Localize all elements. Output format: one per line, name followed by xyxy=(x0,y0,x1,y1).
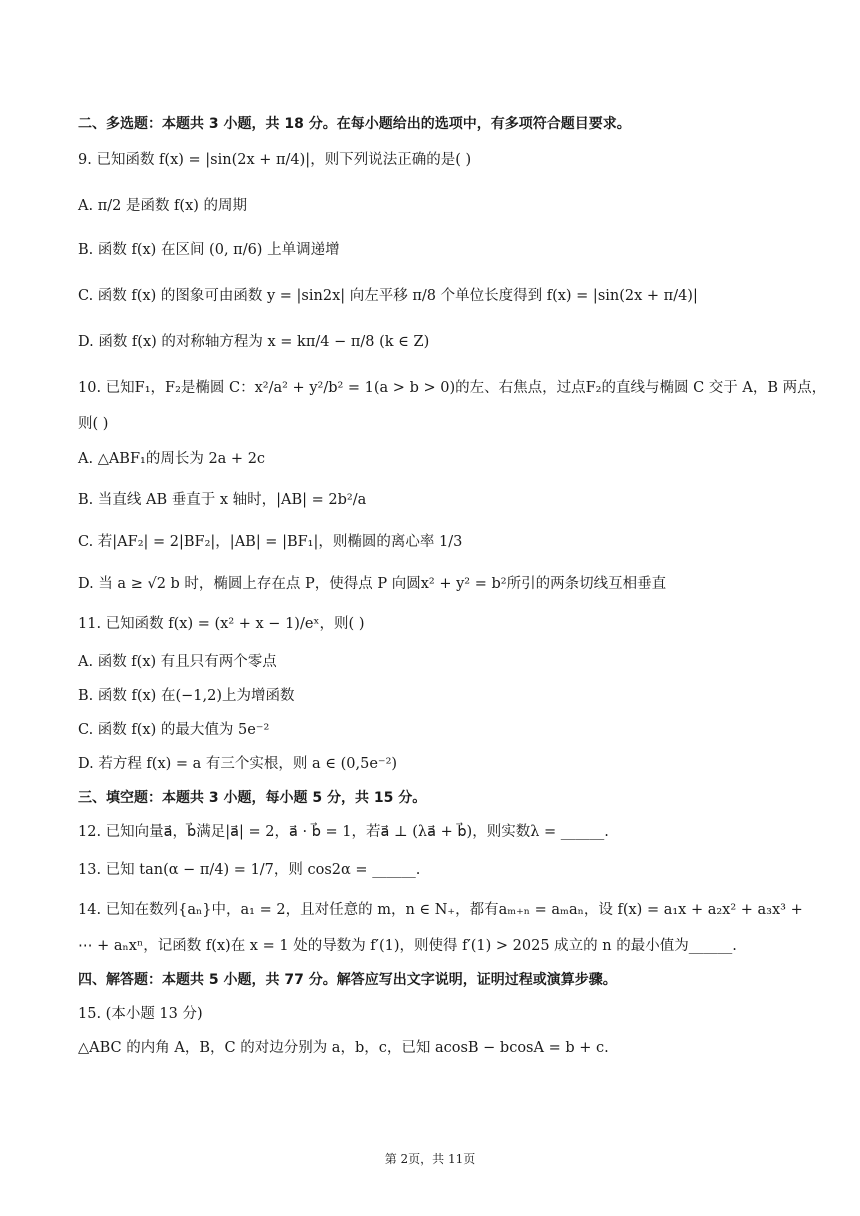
question-11-option-a: A. 函数 f(x) 有且只有两个零点 xyxy=(78,654,277,670)
question-14-line-2: ⋯ + aₙxⁿ，记函数 f(x)在 x = 1 处的导数为 f′(1)，则使得 f′(1) > 2025 成立的 n 的最小值为______. xyxy=(78,938,737,954)
question-15-text: △ABC 的内角 A，B，C 的对边分别为 a，b，c，已知 acosB − bcosA = b + c. xyxy=(78,1040,609,1056)
section-header-fill-blank: 三、填空题：本题共 3 小题，每小题 5 分，共 15 分。 xyxy=(78,790,427,806)
section-header-multiple-choice: 二、多选题：本题共 3 小题，共 18 分。在每小题给出的选项中，有多项符合题目要求。 xyxy=(78,116,631,132)
question-10-option-a: A. △ABF₁的周长为 2a + 2c xyxy=(78,451,266,467)
question-15-title: 15. (本小题 13 分) xyxy=(78,1006,203,1022)
question-10-option-c: C. 若|AF₂| = 2|BF₂|，|AB| = |BF₁|，则椭圆的离心率 1/3 xyxy=(78,534,463,550)
question-9-option-c: C. 函数 f(x) 的图象可由函数 y = |sin2x| 向左平移 π/8 个单位长度得到 f(x) = |sin(2x + π/4)| xyxy=(78,288,698,304)
question-12: 12. 已知向量a⃗，b⃗满足|a⃗| = 2，a⃗ · b⃗ = 1，若a⃗ ⊥ (λa⃗ + b⃗)，则实数λ = ______. xyxy=(78,824,609,840)
question-10-option-d: D. 当 a ≥ √2 b 时，椭圆上存在点 P，使得点 P 向圆x² + y² = b²所引的两条切线互相垂直 xyxy=(78,576,667,592)
question-10-stem: 10. 已知F₁，F₂是椭圆 C：x²/a² + y²/b² = 1(a > b > 0)的左、右焦点，过点F₂的直线与椭圆 C 交于 A，B 两点， xyxy=(78,380,827,396)
question-10-stem-continued: 则( ) xyxy=(78,416,109,432)
question-11-option-d: D. 若方程 f(x) = a 有三个实根，则 a ∈ (0,5e⁻²) xyxy=(78,756,398,772)
question-14-line-1: 14. 已知在数列{aₙ}中，a₁ = 2，且对任意的 m，n ∈ N₊，都有aₘ₊ₙ = aₘaₙ，设 f(x) = a₁x + a₂x² + a₃x³ + xyxy=(78,902,803,918)
question-9-stem: 9. 已知函数 f(x) = |sin(2x + π/4)|，则下列说法正确的是( ) xyxy=(78,152,472,168)
question-9-option-a: A. π/2 是函数 f(x) 的周期 xyxy=(78,198,248,214)
question-11-option-b: B. 函数 f(x) 在(−1,2)上为增函数 xyxy=(78,688,295,704)
question-11-option-c: C. 函数 f(x) 的最大值为 5e⁻² xyxy=(78,722,270,738)
question-10-option-b: B. 当直线 AB 垂直于 x 轴时，|AB| = 2b²/a xyxy=(78,492,367,508)
question-9-option-b: B. 函数 f(x) 在区间 (0, π/6) 上单调递增 xyxy=(78,242,340,258)
page-footer: 第 2页，共 11页 xyxy=(384,1152,476,1166)
question-9-option-d: D. 函数 f(x) 的对称轴方程为 x = kπ/4 − π/8 (k ∈ Z) xyxy=(78,334,430,350)
question-11-stem: 11. 已知函数 f(x) = (x² + x − 1)/eˣ，则( ) xyxy=(78,616,365,632)
section-header-solutions: 四、解答题：本题共 5 小题，共 77 分。解答应写出文字说明，证明过程或演算步骤。 xyxy=(78,972,617,988)
question-13: 13. 已知 tan(α − π/4) = 1/7，则 cos2α = ______. xyxy=(78,862,421,878)
